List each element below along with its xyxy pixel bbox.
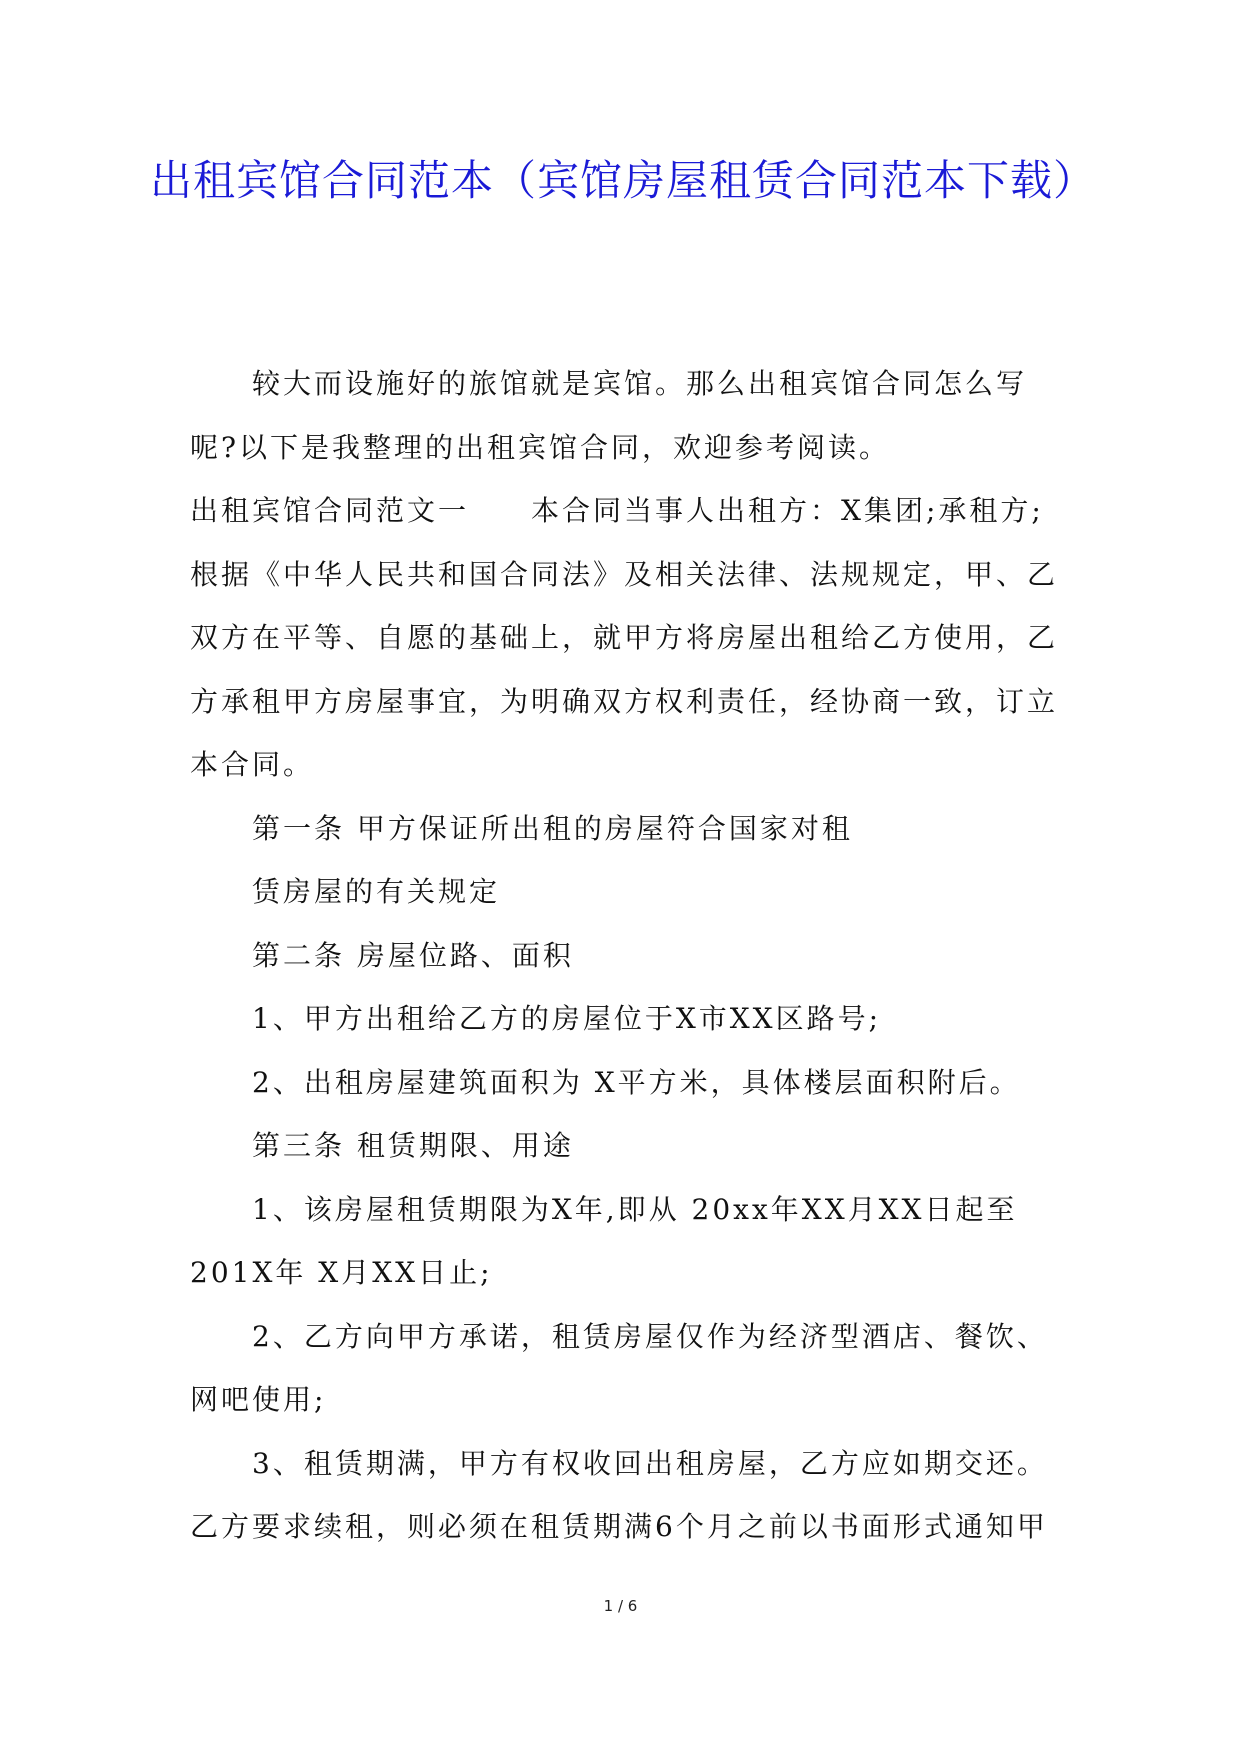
article-3-item-2: 2、乙方向甲方承诺，租赁房屋仅作为经济型酒店、餐饮、网吧使用; bbox=[190, 1319, 1048, 1416]
document-title: 出租宾馆合同范本（宾馆房屋租赁合同范本下载） bbox=[150, 156, 1097, 205]
intro-paragraph bbox=[190, 352, 1060, 479]
article-2-heading: 第二条 房屋位路、面积 bbox=[252, 938, 574, 972]
intro-line-1: 较大而设施好的旅馆就是宾馆。那么出租宾馆合同怎么写呢? bbox=[190, 367, 1028, 464]
page-number: 1 / 6 bbox=[603, 1597, 638, 1615]
lead-paragraph-text: 本合同当事人出租方：X集团;承租方;根据《中华人民共和国合同法》及相关法律、法规规定，甲、乙双方在平等、自愿的基础上，就甲方将房屋出租给乙方使用，乙方承租甲方房屋事宜，为明确双方权利责任，经协商一致，订立本合同。 bbox=[190, 494, 1059, 781]
article-2-item-1: 1、甲方出租给乙方的房屋位于X市XX区路号; bbox=[252, 1002, 882, 1035]
intro-line-2: 以下是我整理的出租宾馆合同，欢迎参考阅读。 bbox=[239, 430, 891, 464]
article-3-heading: 第三条 租赁期限、用途 bbox=[252, 1129, 574, 1162]
article-1-line-1: 第一条 甲方保证所出租的房屋符合国家对租 bbox=[252, 811, 853, 845]
article-1-line-2: 赁房屋的有关规定 bbox=[252, 875, 501, 908]
document-body bbox=[190, 352, 1060, 1559]
contract-lead-paragraph bbox=[190, 479, 1060, 797]
article-2-item-2: 2、出租房屋建筑面积为 X平方米，具体楼层面积附后。 bbox=[252, 1065, 1021, 1099]
article-3-item-1: 1、该房屋租赁期限为X年,即从 20xx年XX月XX日起至201X年 X月XX日止; bbox=[190, 1192, 1018, 1289]
sample-heading: 出租宾馆合同范文一 bbox=[190, 494, 470, 527]
article-3-item-3: 3、租赁期满，甲方有权收回出租房屋，乙方应如期交还。乙方要求续租，则必须在租赁期满6个月之前以书面形式通知甲 bbox=[190, 1446, 1048, 1543]
